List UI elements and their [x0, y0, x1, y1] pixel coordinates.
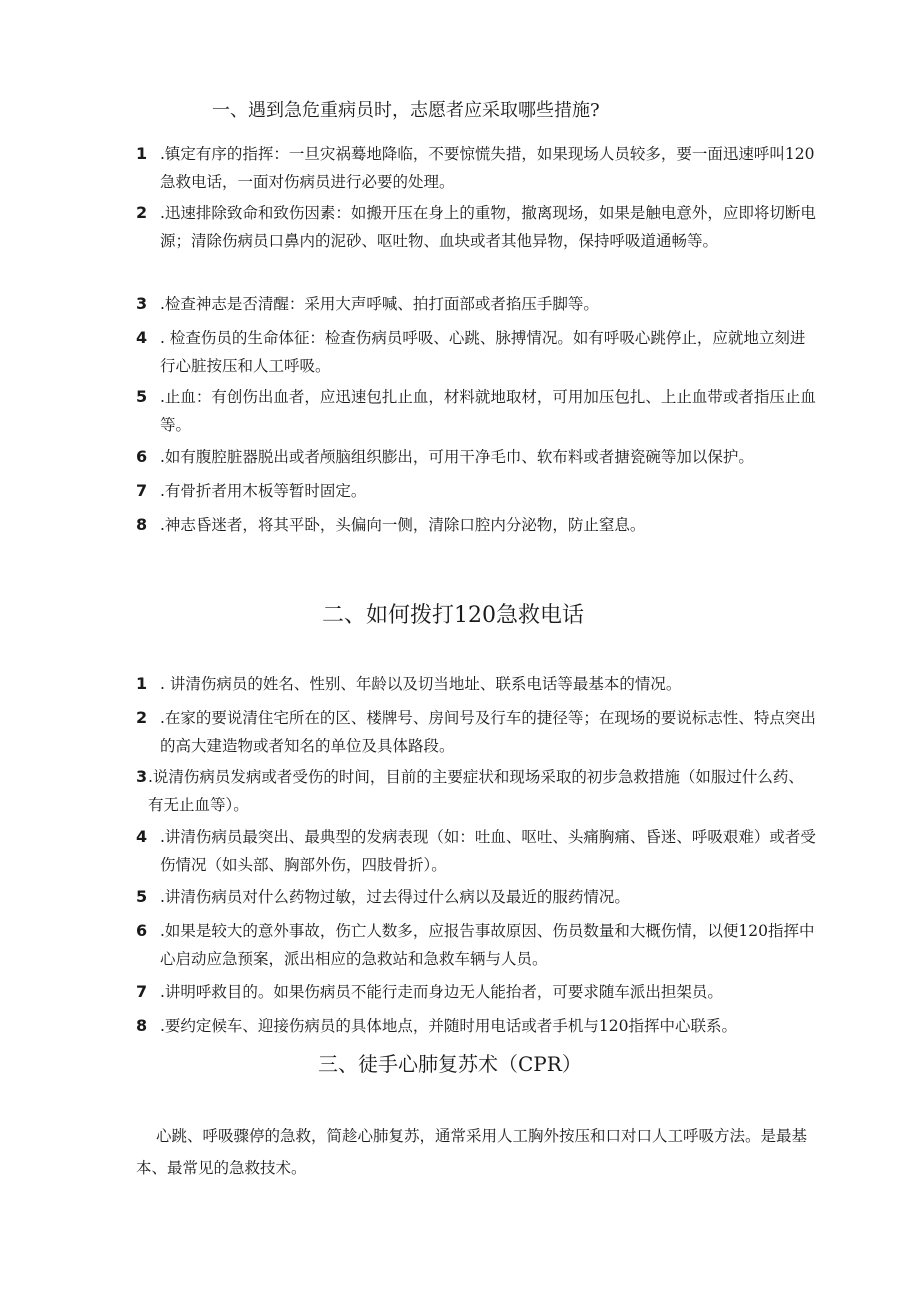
section-1-item-2: [136, 199, 816, 255]
item-number: 8: [136, 515, 148, 534]
item-number: 4: [136, 328, 148, 347]
section-1-item-5: [136, 383, 816, 439]
item-text: . 讲清伤病员的姓名、性别、年龄以及切当地址、联系电话等最基本的情况。: [160, 675, 682, 693]
item-number: 3: [136, 767, 148, 786]
section-1-item-8: [136, 511, 816, 539]
item-number: 6: [136, 447, 148, 466]
section-2-item-6: [136, 917, 816, 973]
item-number: 5: [136, 387, 148, 406]
item-text: .讲清伤病员对什么药物过敏，过去得过什么病以及最近的服药情况。: [160, 888, 630, 906]
item-text: .迅速排除致命和致伤因素：如搬开压在身上的重物，撤离现场，如果是触电意外，应即将切断电源；清除伤病员口鼻内的泥砂、呕吐物、血块或者其他异物，保持呼吸道通畅等。: [160, 204, 816, 250]
item-text: .如有腹腔脏器脱出或者颅脑组织膨出，可用干净毛巾、软布料或者搪瓷碗等加以保护。: [160, 448, 754, 466]
item-number: 8: [136, 1016, 148, 1035]
section-2-item-8: [136, 1012, 816, 1040]
item-text: .镇定有序的指挥：一旦灾祸蓦地降临，不要惊慌失措，如果现场人员较多，要一面迅速呼叫120急救电话，一面对伤病员进行必要的处理。: [160, 145, 815, 191]
item-number: 1: [136, 144, 148, 163]
item-text: .如果是较大的意外事故，伤亡人数多，应报告事故原因、伤员数量和大概伤情，以便120指挥中心启动应急预案，派出相应的急救站和急救车辆与人员。: [160, 922, 815, 968]
item-text: .讲清伤病员最突出、最典型的发病表现（如：吐血、呕吐、头痛胸痛、昏迷、呼吸艰难）或者受伤情况（如头部、胸部外伤，四肢骨折）。: [160, 828, 816, 874]
item-number: 2: [136, 203, 148, 222]
section-1-title: 一、遇到急危重病员时，志愿者应采取哪些措施?: [212, 100, 600, 121]
item-number: 7: [136, 481, 148, 500]
item-text: .说清伤病员发病或者受伤的时间，目前的主要症状和现场采取的初步急救措施（如服过什么药、有无止血等）。: [148, 768, 804, 814]
item-number: 7: [136, 982, 148, 1001]
item-text: .止血：有创伤出血者，应迅速包扎止血，材料就地取材，可用加压包扎、上止血带或者指压止血等。: [160, 388, 816, 434]
section-2-item-1: [136, 670, 816, 698]
section-3-title: 三、徒手心肺复苏术（CPR）: [318, 1052, 582, 1076]
section-3-paragraph: 心跳、呼吸骤停的急救，简趁心肺复苏，通常采用人工胸外按压和口对口人工呼吸方法。是最基本、最常见的急救技术。: [136, 1127, 808, 1177]
item-number: 6: [136, 921, 148, 940]
item-text: .讲明呼救目的。如果伤病员不能行走而身边无人能抬者，可要求随车派出担架员。: [160, 983, 723, 1001]
item-text: . 检查伤员的生命体征：检查伤病员呼吸、心跳、脉搏情况。如有呼吸心跳停止，应就地立刻进行心脏按压和人工呼吸。: [160, 329, 806, 375]
section-1-item-7: [136, 477, 816, 505]
item-number: 4: [136, 827, 148, 846]
item-text: .有骨折者用木板等暂时固定。: [160, 482, 367, 500]
item-number: 5: [136, 887, 148, 906]
section-2-item-5: [136, 883, 816, 911]
item-text: .神志昏迷者，将其平卧，头偏向一侧，清除口腔内分泌物，防止窒息。: [160, 516, 646, 534]
section-1-item-3: [136, 290, 816, 318]
item-text: .在家的要说清住宅所在的区、楼牌号、房间号及行车的捷径等；在现场的要说标志性、特点突出的高大建造物或者知名的单位及具体路段。: [160, 709, 816, 755]
item-number: 2: [136, 708, 148, 727]
section-1-item-6: [136, 443, 816, 471]
item-number: 3: [136, 294, 148, 313]
section-2-item-4: [136, 823, 816, 879]
section-2-item-7: [136, 978, 816, 1006]
section-1-item-4: [136, 324, 816, 380]
section-2-item-2: [136, 704, 816, 760]
item-text: .要约定候车、迎接伤病员的具体地点，并随时用电话或者手机与120指挥中心联系。: [160, 1017, 738, 1035]
item-text: .检查神志是否清醒：采用大声呼喊、拍打面部或者掐压手脚等。: [160, 295, 599, 313]
section-2-item-3: [136, 763, 816, 819]
item-number: 1: [136, 674, 148, 693]
section-2-title: 二、如何拨打120急救电话: [322, 603, 584, 628]
section-1-item-1: [136, 140, 816, 196]
